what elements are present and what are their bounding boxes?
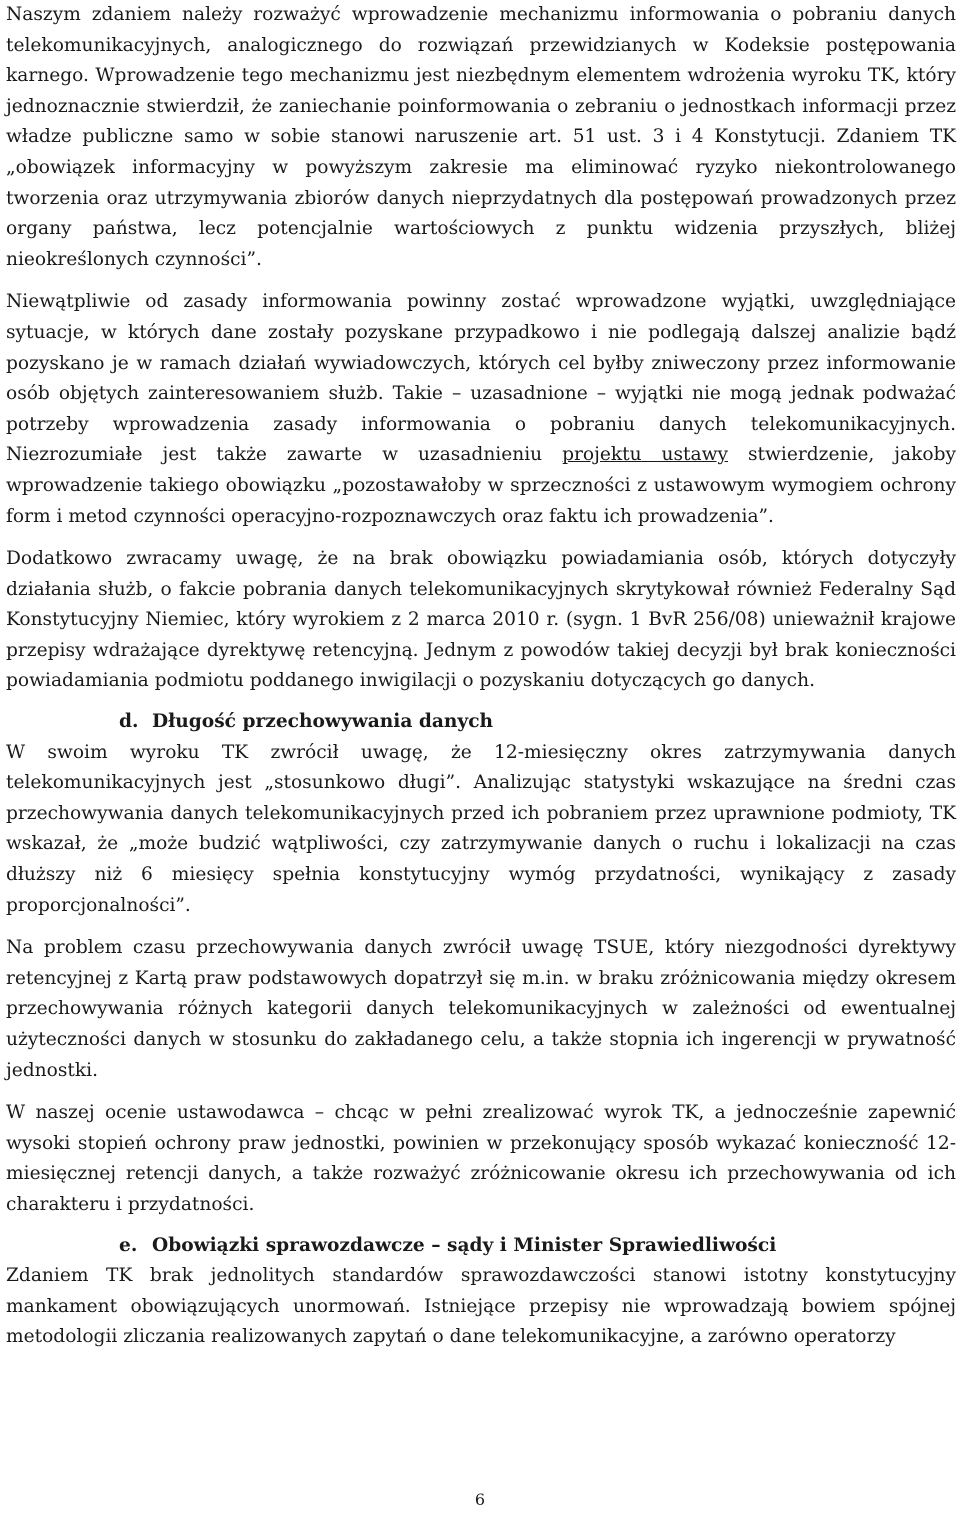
paragraph-retention-period: W swoim wyroku TK zwrócił uwagę, że 12-miesięczny okres zatrzymywania danych telekomunikacyjnych jest „stosunkowo długi”. Analizując statystyki wskazujące na średni czas przechowywania danych telekomunikacyjnych przed ich pobraniem przez uprawnione podmioty, TK wskazał, że „może budzić wątpliwości, czy zatrzymywanie danych o ruchu i lokalizacji na czas dłuższy niż 6 miesięcy spełnia konstytucyjny wymóg przydatności, wynikający z zasady proporcjonalności”. — [6, 741, 956, 916]
paragraph-information-mechanism: Naszym zdaniem należy rozważyć wprowadzenie mechanizmu informowania o pobraniu danych telekomunikacyjnych, analogicznego do rozwiązań przewidzianych w Kodeksie postępowania karnego. Wprowadzenie tego mechanizmu jest niezbędnym elementem wdrożenia wyroku TK, który jednoznacznie stwierdził, że zaniechanie poinformowania o zebraniu o jednostkach informacji przez władze publiczne samo w sobie stanowi naruszenie art. 51 ust. 3 i 4 Konstytucji. Zdaniem TK „obowiązek informacyjny w powyższym zakresie ma eliminować ryzyko niekontrolowanego tworzenia oraz utrzymywania zbiorów danych nieprzydatnych dla postępowań prowadzonych przez organy państwa, lecz potencjalnie wartościowych z punktu widzenia przyszłych, bliżej nieokreślonych czynności”. — [6, 4, 956, 270]
section-heading-e — [119, 1231, 956, 1262]
document-page — [6, 0, 956, 1353]
section-number-e: e. — [119, 1234, 138, 1256]
paragraph-exceptions — [6, 287, 956, 532]
projekt-ustawy-link[interactable]: projektu ustawy — [562, 444, 729, 466]
paragraph-reporting-standards: Zdaniem TK brak jednolitych standardów sprawozdawczości stanowi istotny konstytucyjny mankament obowiązujących unormowań. Istniejące przepisy nie wprowadzają bowiem spójnej metodologii zliczania realizowanych zapytań o dane telekomunikacyjne, a zarówno operatorzy — [6, 1265, 956, 1348]
section-number-d: d. — [119, 711, 139, 733]
section-title-d: Długość przechowywania danych — [152, 711, 494, 733]
page-number: 6 — [474, 1490, 486, 1509]
paragraph-exceptions-text-b: stwierdzenie, jakoby wprowadzenie takiego obowiązku „pozostawałoby w sprzeczności z ustawowym wymogiem ochrony form i metod czynności operacyjno-rozpoznawczych oraz faktu ich prowadzenia”. — [6, 444, 956, 527]
paragraph-tsue: Na problem czasu przechowywania danych zwrócił uwagę TSUE, który niezgodności dyrektywy retencyjnej z Kartą praw podstawowych dopatrzył się m.in. w braku zróżnicowania między okresem przechowywania różnych kategorii danych telekomunikacyjnych w zależności od ewentualnej użyteczności danych w stosunku do zakładanego celu, a także stopnia ich ingerencji w prywatność jednostki. — [6, 937, 956, 1081]
section-heading-d — [119, 707, 956, 738]
section-title-e: Obowiązki sprawozdawcze – sądy i Minister Sprawiedliwości — [152, 1234, 777, 1256]
paragraph-exceptions-text-a: Niewątpliwie od zasady informowania powinny zostać wprowadzone wyjątki, uwzględniające sytuacje, w których dane zostały pozyskane przypadkowo i nie podlegają dalszej analizie bądź pozyskano je w ramach działań wywiadowczych, których cel byłby zniweczony przez informowanie osób objętych zainteresowaniem służb. Takie – uzasadnione – wyjątki nie mogą jednak podważać potrzeby wprowadzenia zasady informowania o pobraniu danych telekomunikacyjnych. Niezrozumiałe jest także zawarte w uzasadnieniu — [6, 291, 956, 466]
paragraph-german-court: Dodatkowo zwracamy uwagę, że na brak obowiązku powiadamiania osób, których dotyczyły działania służb, o fakcie pobrania danych telekomunikacyjnych skrytykował również Federalny Sąd Konstytucyjny Niemiec, który wyrokiem z 2 marca 2010 r. (sygn. 1 BvR 256/08) unieważnił krajowe przepisy wdrażające dyrektywę retencyjną. Jednym z powodów takiej decyzji był brak konieczności powiadamiania podmiotu poddanego inwigilacji o pozyskaniu dotyczących go danych. — [6, 548, 956, 692]
paragraph-assessment: W naszej ocenie ustawodawca – chcąc w pełni zrealizować wyrok TK, a jednocześnie zapewnić wysoki stopień ochrony praw jednostki, powinien w przekonujący sposób wykazać konieczność 12-miesięcznej retencji danych, a także rozważyć zróżnicowanie okresu ich przechowywania od ich charakteru i przydatności. — [6, 1102, 956, 1215]
